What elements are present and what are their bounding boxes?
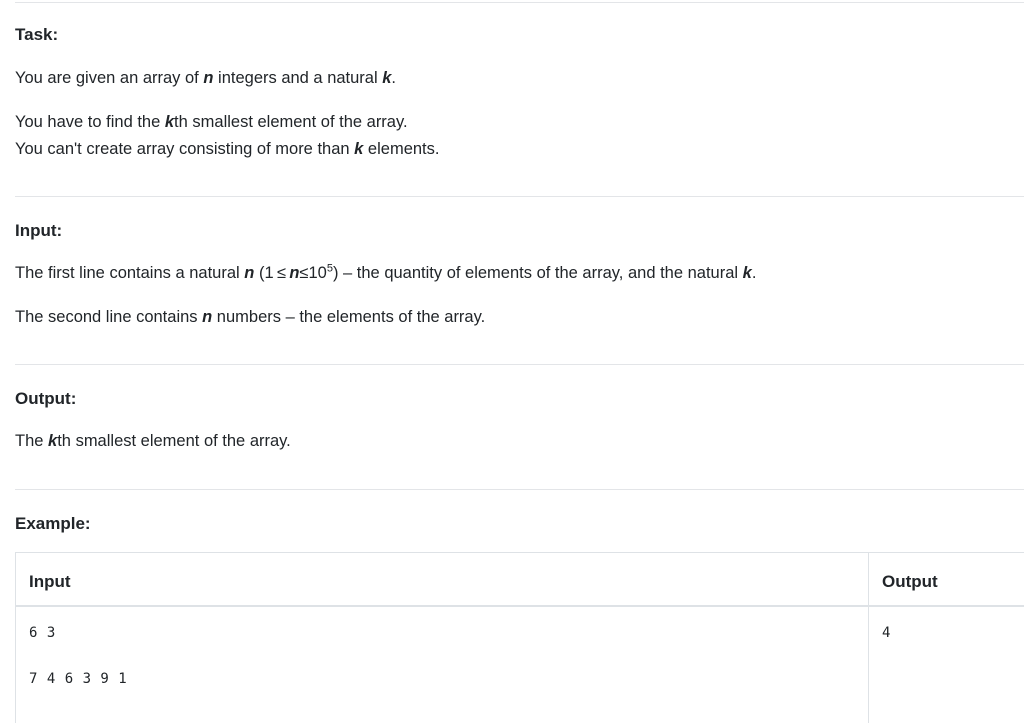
output-line-1: The kth smallest element of the array. — [15, 432, 291, 450]
example-table-header — [16, 553, 1024, 607]
var-n: n — [203, 69, 214, 87]
var-k: k — [164, 113, 175, 131]
task-line-2: You have to find the kth smallest element of the array. — [15, 113, 408, 131]
input-column-header: Input — [29, 572, 71, 591]
task-section — [15, 2, 1024, 197]
output-section — [15, 364, 1024, 490]
example-section — [15, 489, 1024, 550]
output-heading: Output: — [15, 389, 77, 408]
example-input-line-1: 6 3 — [29, 625, 56, 641]
example-heading: Example: — [15, 514, 91, 533]
input-line-2: The second line contains n numbers – the elements of the array. — [15, 308, 486, 326]
input-heading: Input: — [15, 221, 63, 240]
var-k: k — [382, 69, 392, 87]
example-table — [15, 552, 1024, 723]
task-heading: Task: — [15, 25, 59, 44]
task-line-3: You can't create array consisting of more than k elements. — [15, 140, 440, 158]
output-column-header: Output — [882, 572, 938, 591]
example-input-line-2: 7 4 6 3 9 1 — [29, 671, 128, 687]
task-line-1: You are given an array of n integers and a natural k. — [15, 69, 397, 87]
example-output-line-1: 4 — [882, 625, 891, 641]
input-section — [15, 196, 1024, 365]
input-line-1: The first line contains a natural n $(1 \le n\le 10^5)$ – the quantity of elements of the array, and the natural k. — [15, 262, 757, 282]
var-k: k — [354, 140, 364, 158]
column-divider — [868, 553, 869, 723]
